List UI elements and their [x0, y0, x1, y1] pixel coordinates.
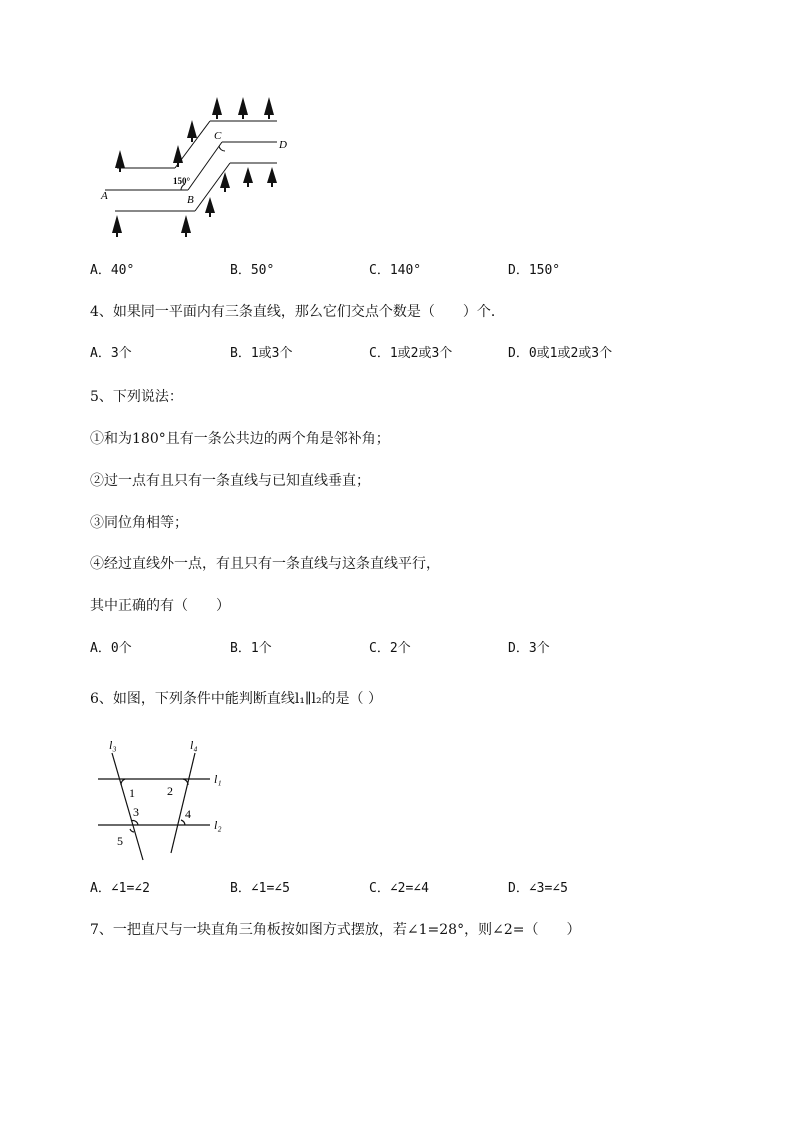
q6-option-c[interactable]: C．∠2=∠4 — [369, 881, 429, 896]
parallel-lines-figure — [95, 735, 235, 865]
label-l1: l₁ — [214, 772, 222, 786]
angle-1-label: 1 — [129, 786, 135, 800]
label-l4: l₄ — [190, 738, 198, 752]
label-A: A — [101, 190, 108, 202]
q4-stem: 4、如果同一平面内有三条直线，那么它们交点个数是（ ）个． — [90, 304, 505, 320]
q5-option-c[interactable]: C．2个 — [369, 641, 411, 656]
q4-option-a[interactable]: A．3个 — [90, 346, 132, 361]
label-C: C — [214, 130, 222, 142]
q4-option-c[interactable]: C．1或2或3个 — [369, 346, 453, 361]
q3-option-c[interactable]: C．140° — [369, 263, 422, 278]
angle-2-label: 2 — [167, 784, 173, 798]
q3-option-a[interactable]: A．40° — [90, 263, 135, 278]
q5-statement-4: ④经过直线外一点，有且只有一条直线与这条直线平行， — [90, 556, 440, 572]
label-l2: l₂ — [214, 818, 222, 832]
label-l3: l₃ — [109, 738, 117, 752]
q5-option-b[interactable]: B．1个 — [230, 641, 272, 656]
q5-statement-3: ③同位角相等； — [90, 515, 188, 531]
q7-stem: 7、一把直尺与一块直角三角板按如图方式摆放，若∠1=28°，则∠2=（ ） — [90, 922, 581, 938]
q4-option-d[interactable]: D．0或1或2或3个 — [508, 346, 613, 361]
q6-stem: 6、如图，下列条件中能判断直线l₁∥l₂的是（ ） — [90, 691, 383, 707]
label-B: B — [187, 194, 194, 206]
q6-option-b[interactable]: B．∠1=∠5 — [230, 881, 290, 896]
q5-statement-2: ②过一点有且只有一条直线与已知直线垂直； — [90, 473, 370, 489]
q6-option-d[interactable]: D．∠3=∠5 — [508, 881, 568, 896]
q5-stem: 5、下列说法： — [90, 389, 183, 405]
q4-option-b[interactable]: B．1或3个 — [230, 346, 293, 361]
q3-option-d[interactable]: D．150° — [508, 263, 561, 278]
q3-option-b[interactable]: B．50° — [230, 263, 275, 278]
angle-5-label: 5 — [117, 834, 123, 848]
q6-option-a[interactable]: A．∠1=∠2 — [90, 881, 150, 896]
angle-4-label: 4 — [185, 807, 191, 821]
angle-3-label: 3 — [133, 805, 139, 819]
q5-option-d[interactable]: D．3个 — [508, 641, 550, 656]
q5-statement-1: ①和为180°且有一条公共边的两个角是邻补角； — [90, 431, 390, 447]
q5-question: 其中正确的有（ ） — [90, 598, 230, 614]
angle-label: 150° — [173, 176, 191, 186]
q5-option-a[interactable]: A．0个 — [90, 641, 132, 656]
road-figure — [95, 95, 295, 245]
label-D: D — [279, 139, 287, 151]
